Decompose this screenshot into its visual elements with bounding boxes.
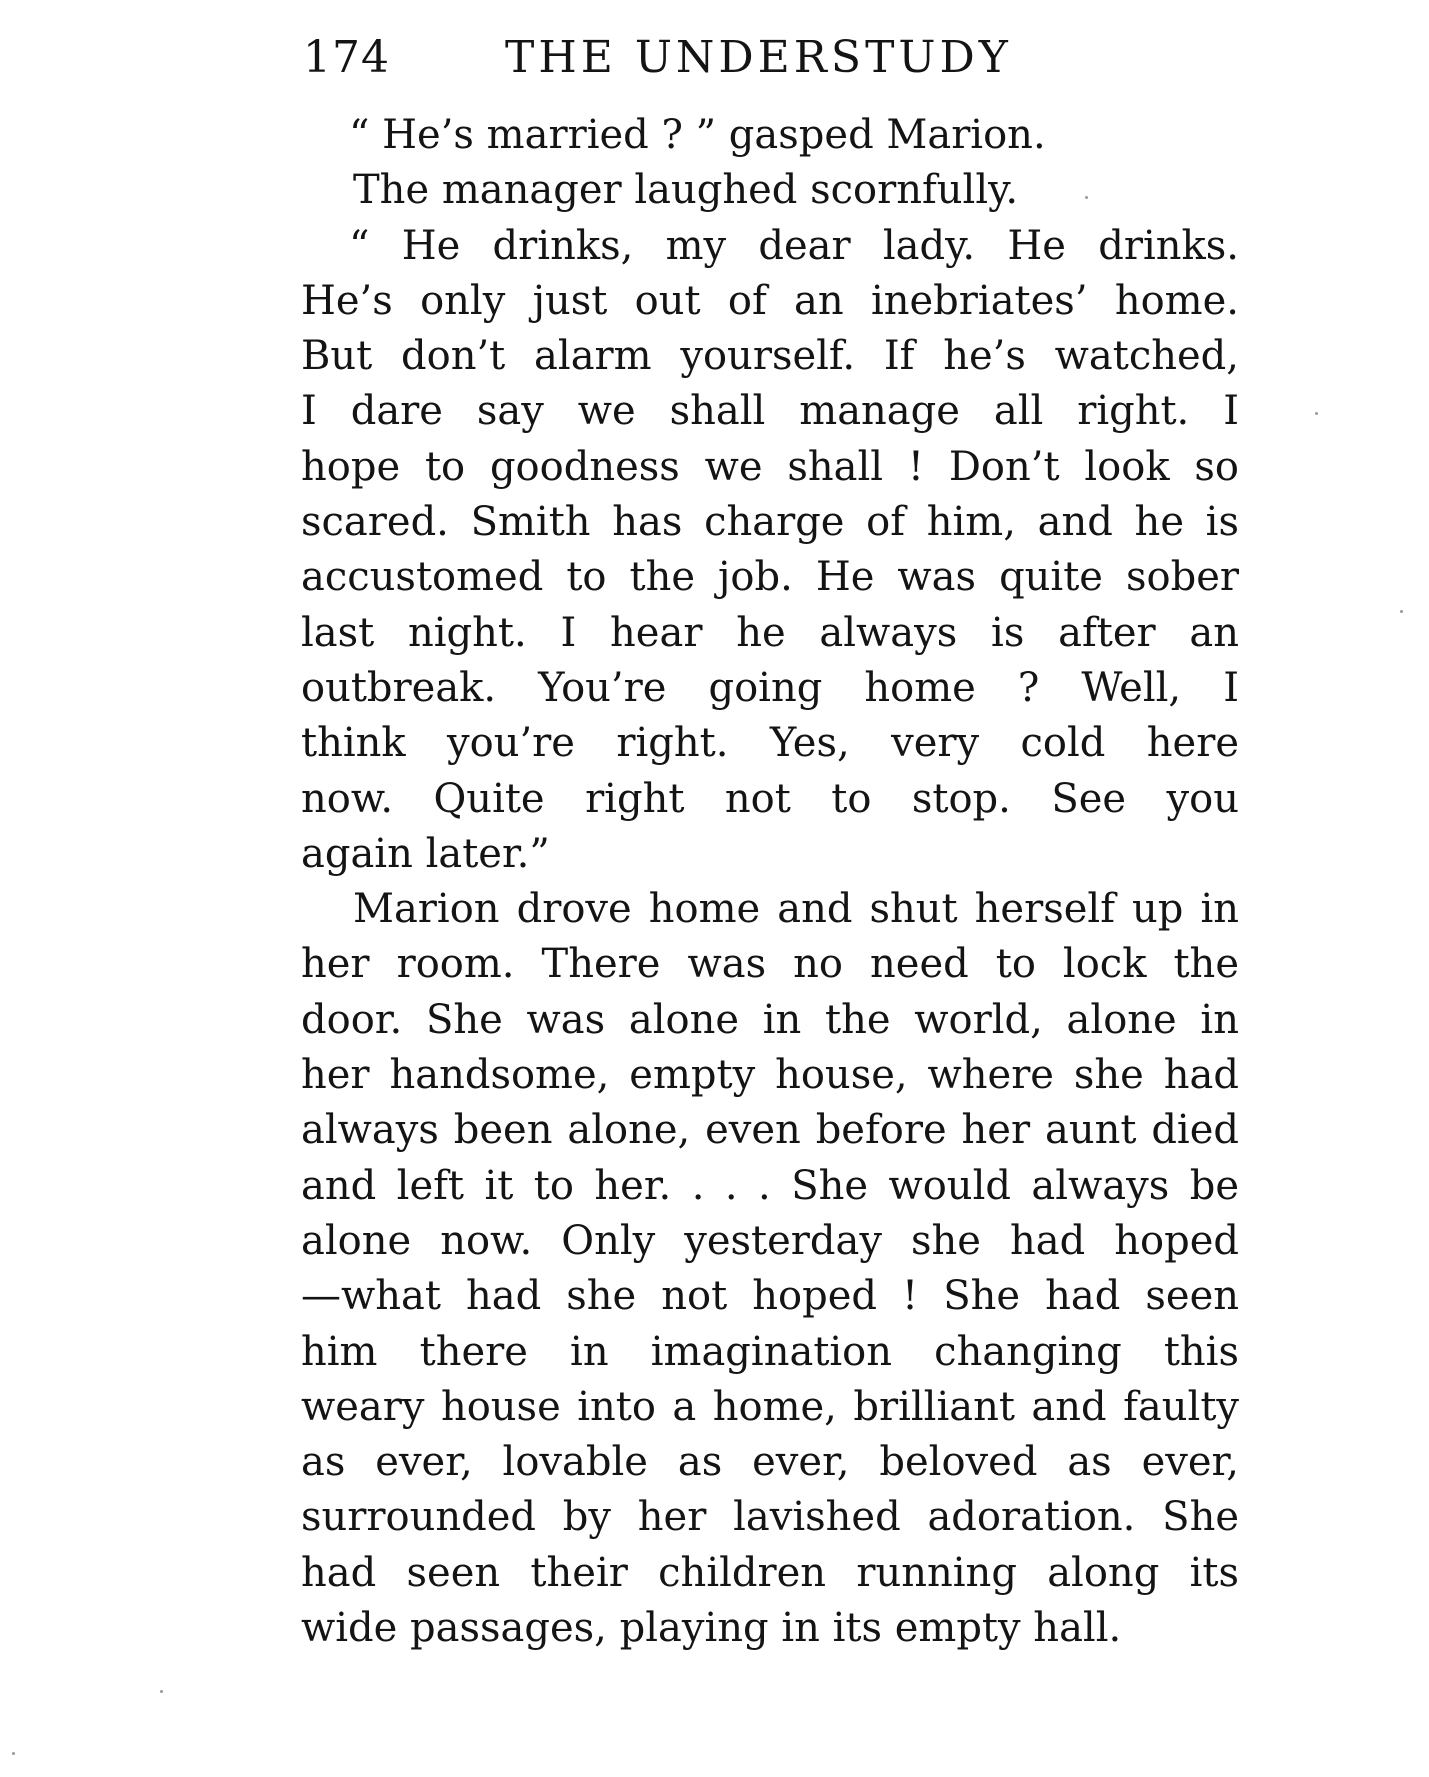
text-line: The manager laughed scornfully. (353, 167, 1019, 214)
page-number: 174 (303, 32, 390, 83)
text-line: wide passages, playing in its empty hall. (301, 1605, 1122, 1652)
text-line: hope to goodness we shall ! Don’t look so (301, 443, 1239, 490)
text-line: him there in imagination changing this (301, 1328, 1239, 1375)
scan-speck (12, 1752, 15, 1755)
text-line: now. Quite right not to stop. See you (301, 775, 1239, 822)
text-line: —what had she not hoped ! She had seen (301, 1273, 1239, 1320)
scan-speck (160, 1690, 163, 1693)
text-line: alone now. Only yesterday she had hoped (301, 1217, 1239, 1264)
text-line: last night. I hear he always is after an (301, 609, 1239, 656)
text-line: weary house into a home, brilliant and faulty (301, 1383, 1239, 1430)
text-line: her handsome, empty house, where she had (301, 1052, 1239, 1099)
text-line: accustomed to the job. He was quite sober (301, 554, 1239, 601)
text-line: “ He’s married ? ” gasped Marion. (349, 112, 1046, 158)
text-line: Marion drove home and shut herself up in (353, 886, 1239, 933)
text-line: surrounded by her lavished adoration. She (301, 1494, 1239, 1541)
text-line: always been alone, even before her aunt died (301, 1107, 1239, 1154)
running-title: THE UNDERSTUDY (505, 32, 1012, 83)
scan-speck (1315, 412, 1318, 415)
text-line: as ever, lovable as ever, beloved as ever, (301, 1439, 1239, 1486)
text-line: outbreak. You’re going home ? Well, I (301, 664, 1239, 711)
text-line: had seen their children running along its (301, 1549, 1239, 1596)
text-line: think you’re right. Yes, very cold here (301, 720, 1239, 767)
text-line: scared. Smith has charge of him, and he is (301, 499, 1239, 546)
scan-speck (1085, 196, 1088, 199)
text-line: But don’t alarm yourself. If he’s watched, (301, 333, 1239, 380)
body-text (301, 108, 1239, 1656)
text-line: again later.” (301, 830, 550, 877)
text-line: I dare say we shall manage all right. I (301, 388, 1239, 435)
text-line: her room. There was no need to lock the (301, 941, 1239, 988)
text-line: He’s only just out of an inebriates’ home. (301, 277, 1239, 324)
text-line: “ He drinks, my dear lady. He drinks. (349, 222, 1239, 269)
scan-speck (1400, 610, 1403, 613)
running-head (303, 28, 1053, 88)
text-line: and left it to her. . . . She would always be (301, 1162, 1239, 1209)
text-line: door. She was alone in the world, alone in (301, 996, 1239, 1043)
